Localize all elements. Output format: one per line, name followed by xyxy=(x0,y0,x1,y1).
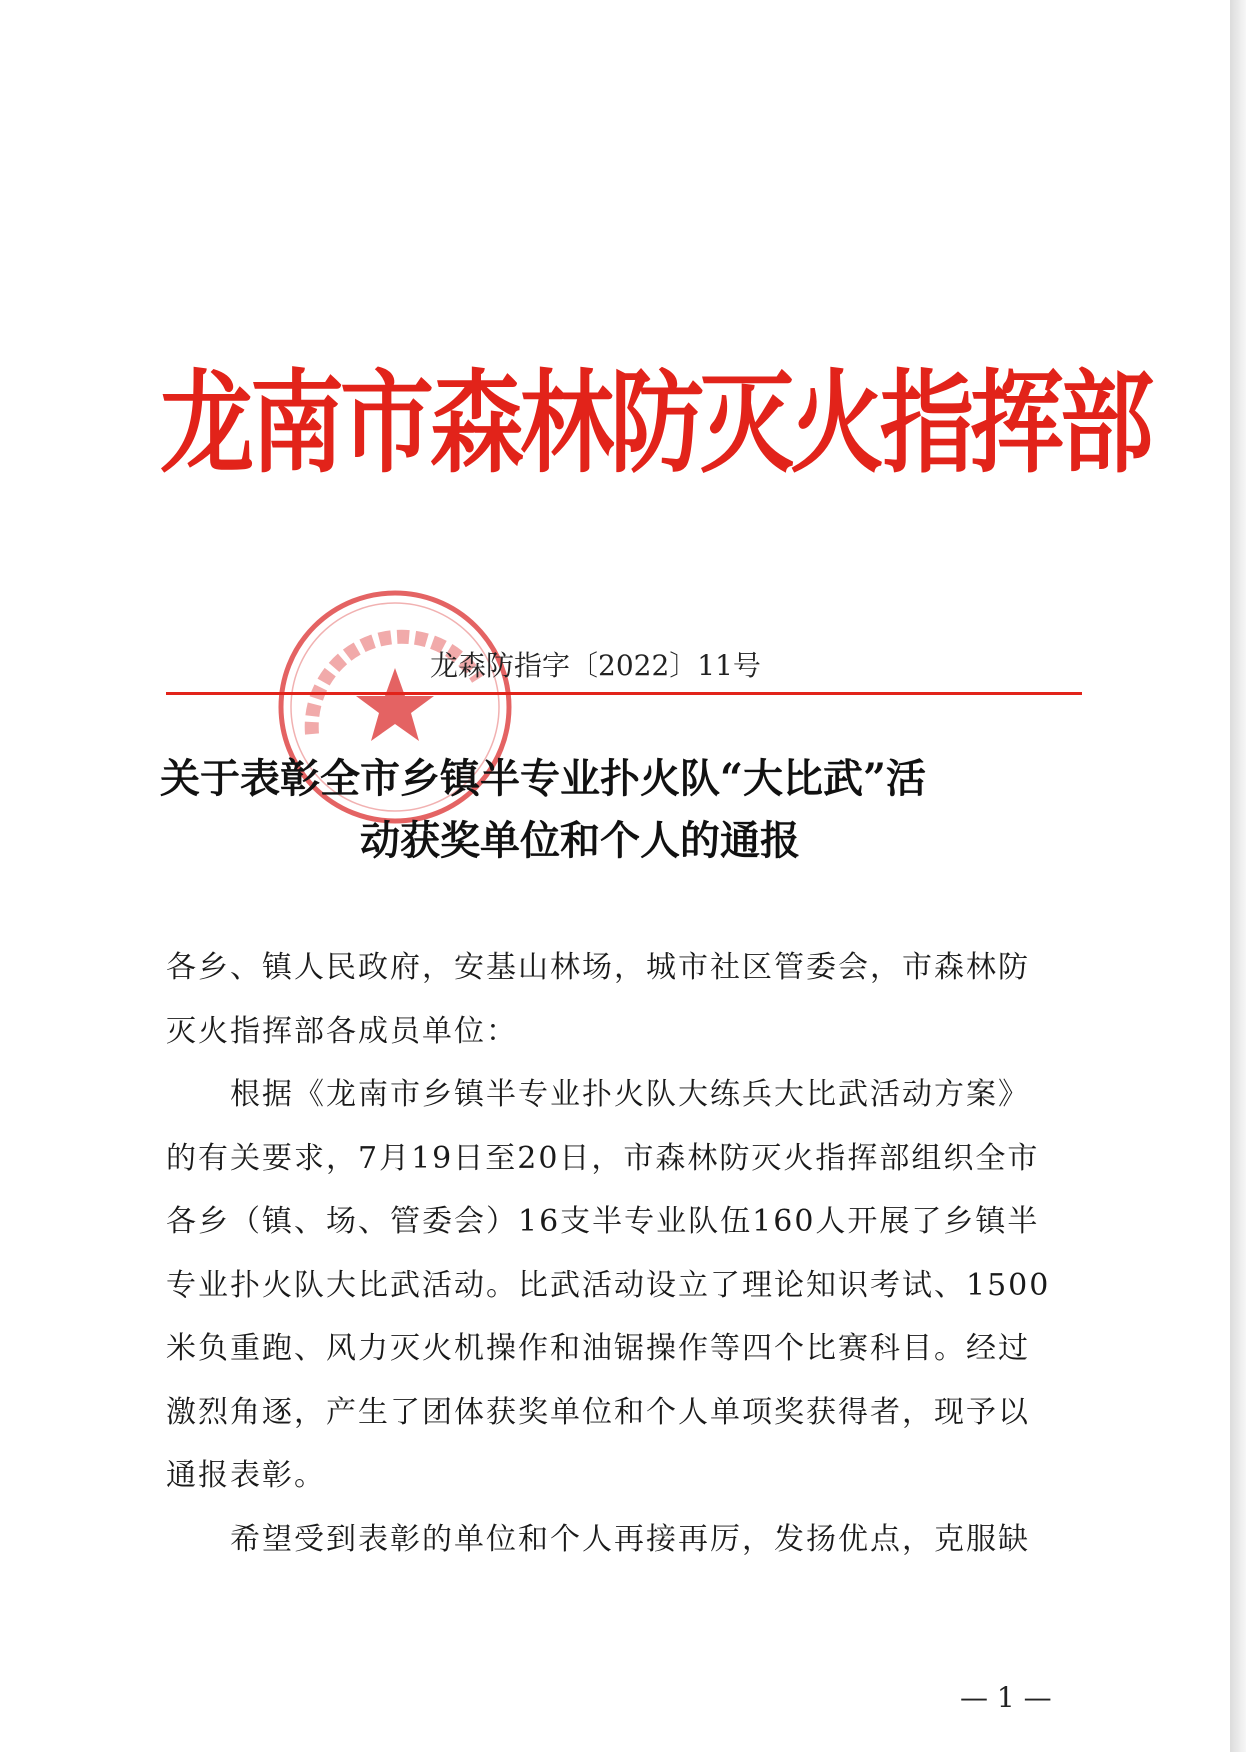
body-line: 灭火指挥部各成员单位： xyxy=(166,1013,518,1049)
body-line: 通报表彰。 xyxy=(166,1458,326,1493)
page-number: — 1 — xyxy=(960,1681,1052,1714)
body-line: 米负重跑、风力灭火机操作和油锯操作等四个比赛科目。经过 xyxy=(166,1331,1030,1366)
body-line: 各乡、镇人民政府，安基山林场，城市社区管委会，市森林防 xyxy=(166,950,1030,985)
document-number: 龙森防指字〔2022〕11号 xyxy=(430,649,761,682)
body-line: 专业扑火队大比武活动。比武活动设立了理论知识考试、1500 xyxy=(166,1267,1051,1303)
body-line: 根据《龙南市乡镇半专业扑火队大练兵大比武活动方案》 xyxy=(230,1077,1030,1112)
notice-title xyxy=(160,748,1080,872)
body-line: 各乡（镇、场、管委会）16支半专业队伍160人开展了乡镇半 xyxy=(166,1204,1040,1239)
red-separator-line xyxy=(166,692,1082,695)
page-edge-shadow xyxy=(1230,0,1246,1752)
body-line: 激烈角逐，产生了团体获奖单位和个人单项奖获得者，现予以 xyxy=(166,1394,1030,1430)
body-line: 的有关要求，7月19日至20日，市森林防灭火指挥部组织全市 xyxy=(166,1140,1040,1176)
issuing-organization-header: 龙南市森林防灭火指挥部 xyxy=(160,360,1151,489)
notice-body xyxy=(166,936,1076,1571)
body-line: 希望受到表彰的单位和个人再接再厉，发扬优点，克服缺 xyxy=(230,1521,1030,1557)
notice-title-line-1: 关于表彰全市乡镇半专业扑火队“大比武”活 xyxy=(160,755,927,802)
notice-title-line-2: 动获奖单位和个人的通报 xyxy=(360,817,800,864)
